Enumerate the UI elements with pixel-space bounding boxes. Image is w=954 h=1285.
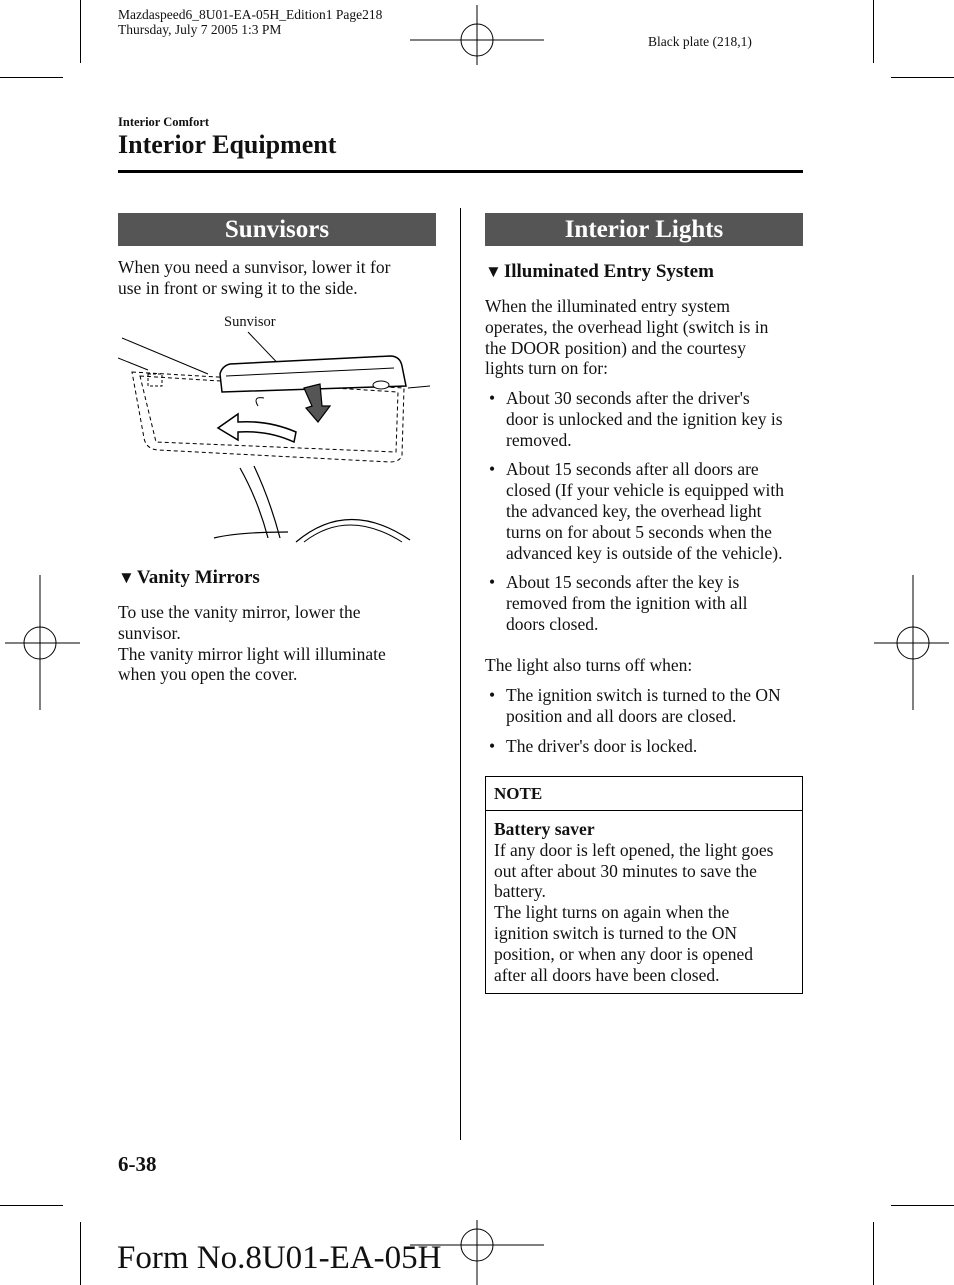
text-line: If any door is left opened, the light goes (494, 839, 774, 860)
lights-off-intro: The light also turns off when: (485, 655, 693, 675)
registration-mark-left (0, 575, 80, 710)
text-line: When you need a sunvisor, lower it for (118, 257, 391, 277)
text-line: when you open the cover. (118, 664, 298, 685)
text-line: the DOOR position) and the courtesy (485, 337, 746, 358)
heading-text: Illuminated Entry System (503, 261, 714, 282)
note-body (486, 811, 802, 993)
text-line: out after about 30 minutes to save the (494, 860, 757, 881)
text-line: advanced key is outside of the vehicle). (506, 542, 783, 563)
text-line: door is unlocked and the ignition key is (506, 408, 783, 429)
heading-text: Vanity Mirrors (136, 567, 260, 588)
print-meta-line2: Thursday, July 7 2005 1:3 PM (118, 22, 282, 37)
note-box (485, 776, 803, 994)
text-line: the advanced key, the overhead light (506, 500, 762, 521)
list-item (485, 685, 815, 727)
text-line: • The ignition switch is turned to the ON (506, 685, 781, 705)
sunvisor-illustration (118, 310, 438, 545)
text-line: • About 15 seconds after all doors are (506, 459, 759, 480)
column-divider (460, 208, 461, 1140)
vanity-mirrors-heading (118, 567, 260, 589)
text-line: doors closed. (506, 613, 599, 634)
sunvisors-intro (118, 257, 448, 299)
text-line: removed. (506, 429, 572, 450)
text-line: battery. (494, 881, 546, 902)
text-line: after all doors have been closed. (494, 964, 720, 985)
sunvisor-figure (118, 310, 438, 545)
text-line: closed (If your vehicle is equipped with (506, 480, 784, 501)
text-line: • The driver's door is locked. (506, 735, 698, 756)
text-line: ignition switch is turned to the ON (494, 922, 738, 943)
text-line: The light turns on again when the (494, 902, 730, 923)
header-rule (118, 170, 803, 173)
list-item (485, 736, 815, 757)
lights-off-list (485, 685, 815, 765)
registration-mark-top (410, 5, 544, 75)
text-line: position, or when any door is opened (494, 943, 754, 964)
print-meta (118, 7, 382, 37)
illuminated-entry-intro (485, 296, 815, 379)
text-line: operates, the overhead light (switch is in (485, 316, 769, 337)
text-line: use in front or swing it to the side. (118, 277, 358, 298)
triangle-marker-icon: ▼ (118, 568, 135, 587)
text-line: • About 30 seconds after the driver's (506, 388, 750, 408)
list-item (485, 572, 815, 634)
form-number: Form No.8U01-EA-05H (117, 1240, 442, 1276)
sunvisors-heading: Sunvisors (118, 213, 436, 246)
text-line: lights turn on for: (485, 358, 608, 379)
plate-label: Black plate (218,1) (648, 34, 752, 49)
section-label: Interior Comfort (118, 115, 210, 129)
text-line: sunvisor. (118, 622, 181, 643)
sunvisor-callout-label: Sunvisor (224, 314, 276, 330)
list-item (485, 459, 815, 563)
text-line: When the illuminated entry system (485, 296, 730, 316)
text-line: The vanity mirror light will illuminate (118, 643, 386, 664)
note-title: Battery saver (494, 819, 595, 839)
text-line: To use the vanity mirror, lower the (118, 602, 361, 622)
page-title: Interior Equipment (118, 130, 337, 159)
note-label: NOTE (486, 777, 802, 811)
interior-lights-heading: Interior Lights (485, 213, 803, 246)
text-line: • About 15 seconds after the key is (506, 572, 740, 593)
illuminated-entry-heading (485, 261, 714, 283)
triangle-marker-icon: ▼ (485, 262, 502, 281)
registration-mark-right (874, 575, 954, 710)
print-meta-line1: Mazdaspeed6_8U01-EA-05H_Edition1 Page218 (118, 7, 383, 22)
text-line: removed from the ignition with all (506, 593, 748, 614)
text-line: turns on for about 5 seconds when the (506, 521, 772, 542)
lights-on-list (485, 388, 815, 644)
list-item (485, 388, 815, 450)
page-number: 6-38 (118, 1152, 157, 1176)
vanity-mirrors-body (118, 602, 448, 685)
text-line: position and all doors are closed. (506, 705, 737, 726)
